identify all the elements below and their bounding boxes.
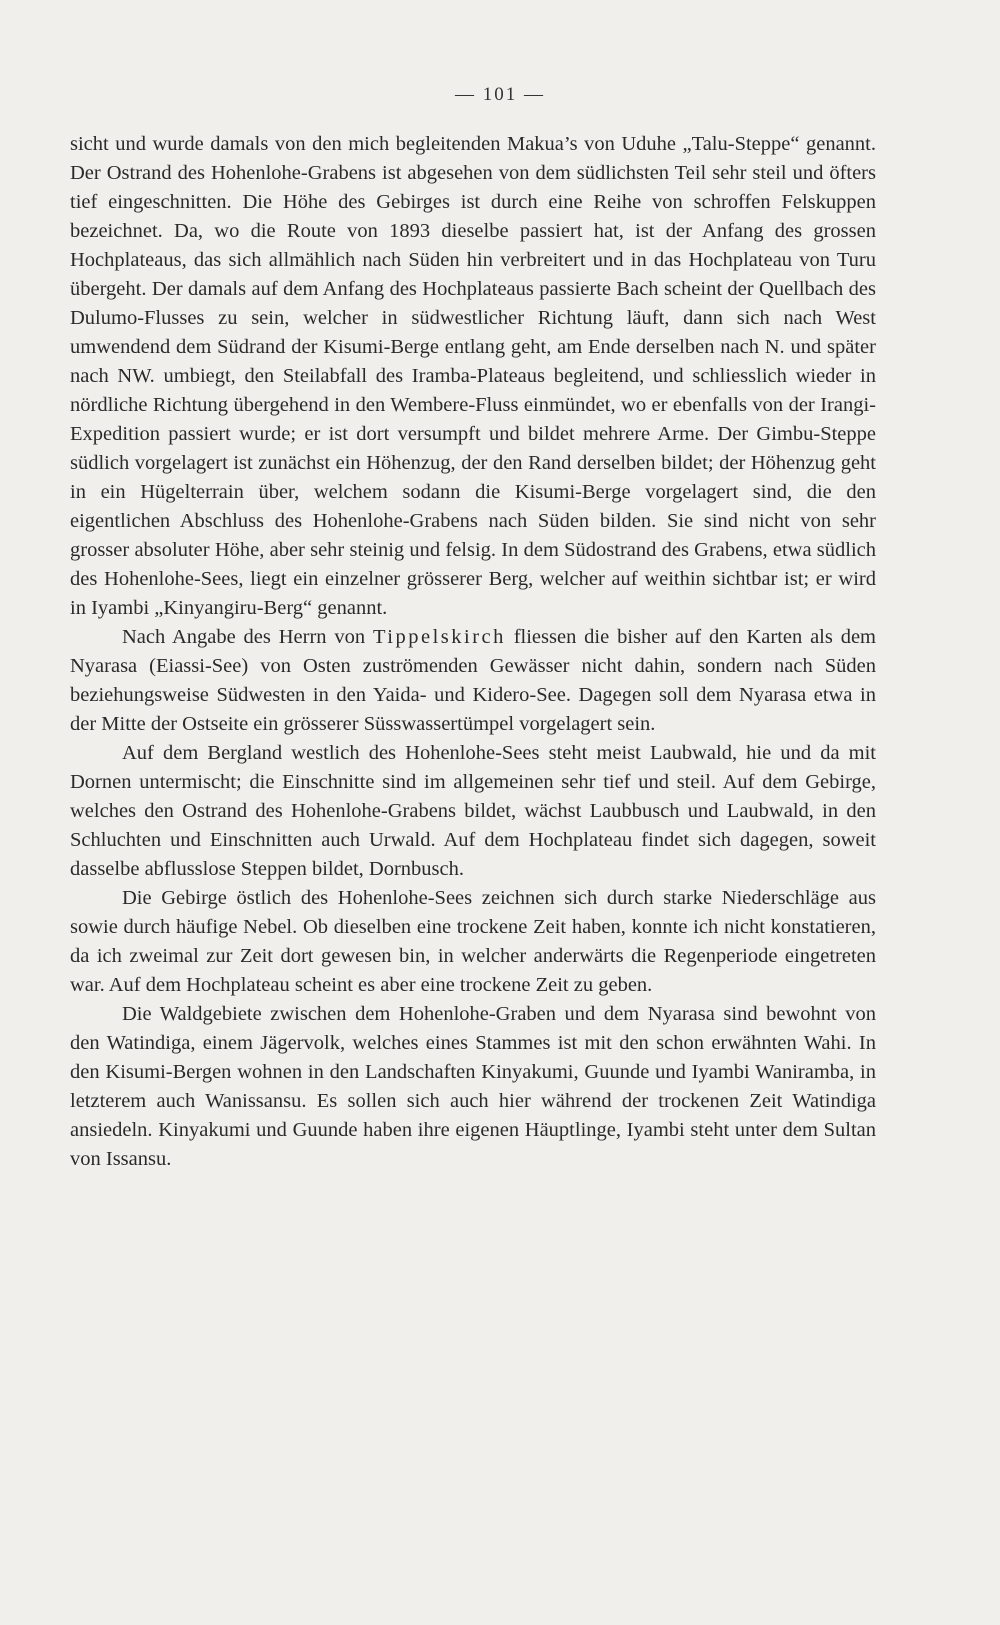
paragraph-2 [70,623,876,739]
paragraph-2-start: Nach Angabe des Herrn von [122,626,373,648]
paragraph-2-rest: fliessen die bisher auf den Karten als dem Nyarasa (Eiassi-See) von Osten zuströmenden Gewässer nicht dahin, sondern nach Süden beziehungsweise Südwesten in den Yaida- und Kidero-See. Dagegen soll dem Nyarasa etwa in der Mitte der Ostseite ein grösserer Süsswassertümpel vorgelagert sein. [70,626,876,735]
spaced-name: Tippelskirch [372,626,506,648]
paragraph-5: Die Waldgebiete zwischen dem Hohenlohe-Graben und dem Nyarasa sind bewohnt von den Watindiga, einem Jägervolk, welches eines Stammes ist mit den schon erwähnten Wahi. In den Kisumi-Bergen wohnen in den Landschaften Kinyakumi, Guunde und Iyambi Waniramba, in letzterem auch Wanissansu. Es sollen sich auch hier während der trockenen Zeit Watindiga ansiedeln. Kinyakumi und Guunde haben ihre eigenen Häuptlinge, Iyambi steht unter dem Sultan von Issansu. [70,1003,876,1170]
page-number: — 101 — [455,84,545,105]
paragraph-3: Auf dem Bergland westlich des Hohenlohe-Sees steht meist Laubwald, hie und da mit Dornen untermischt; die Einschnitte sind im allgemeinen sehr tief und steil. Auf dem Gebirge, welches den Ostrand des Hohenlohe-Grabens bildet, wächst Laubbusch und Laubwald, in den Schluchten und Einschnitten auch Urwald. Auf dem Hochplateau findet sich dagegen, soweit dasselbe abflusslose Steppen bildet, Dornbusch. [70,742,876,880]
body-text [70,130,876,1174]
paragraph-4: Die Gebirge östlich des Hohenlohe-Sees zeichnen sich durch starke Niederschläge aus sowie durch häufige Nebel. Ob dieselben eine trockene Zeit haben, konnte ich nicht konstatieren, da ich zweimal zur Zeit dort gewesen bin, in welcher anderwärts die Regenperiode eingetreten war. Auf dem Hochplateau scheint es aber eine trockene Zeit zu geben. [70,887,876,996]
paragraph-1: sicht und wurde damals von den mich begleitenden Makua’s von Uduhe „Talu-Steppe“ genannt. Der Ostrand des Hohenlohe-Grabens ist abgesehen von dem südlichsten Teil sehr steil und öfters tief eingeschnitten. Die Höhe des Gebirges ist durch eine Reihe von schroffen Felskuppen bezeichnet. Da, wo die Route von 1893 dieselbe passiert hat, ist der Anfang des grossen Hochplateaus, das sich allmählich nach Süden hin verbreitert und in das Hochplateau von Turu übergeht. Der damals auf dem Anfang des Hochplateaus passierte Bach scheint der Quellbach des Dulumo-Flusses zu sein, welcher in südwestlicher Richtung läuft, dann sich nach West umwendend dem Südrand der Kisumi-Berge entlang geht, am Ende derselben nach N. und später nach NW. umbiegt, den Steilabfall des Iramba-Plateaus begleitend, und schliesslich wieder in nördliche Richtung übergehend in den Wembere-Fluss einmündet, wo er ebenfalls von der Irangi-Expedition passiert wurde; er ist dort versumpft und bildet mehrere Arme. Der Gimbu-Steppe südlich vorgelagert ist zunächst ein Höhenzug, der den Rand derselben bildet; der Höhenzug geht in ein Hügelterrain über, welchem sodann die Kisumi-Berge vorgelagert sind, die den eigentlichen Abschluss des Hohenlohe-Grabens nach Süden bilden. Sie sind nicht von sehr grosser absoluter Höhe, aber sehr steinig und felsig. In dem Südostrand des Grabens, etwa südlich des Hohenlohe-Sees, liegt ein einzelner grösserer Berg, welcher auf weithin sichtbar ist; er wird in Iyambi „Kinyangiru-Berg“ genannt. [70,133,876,619]
